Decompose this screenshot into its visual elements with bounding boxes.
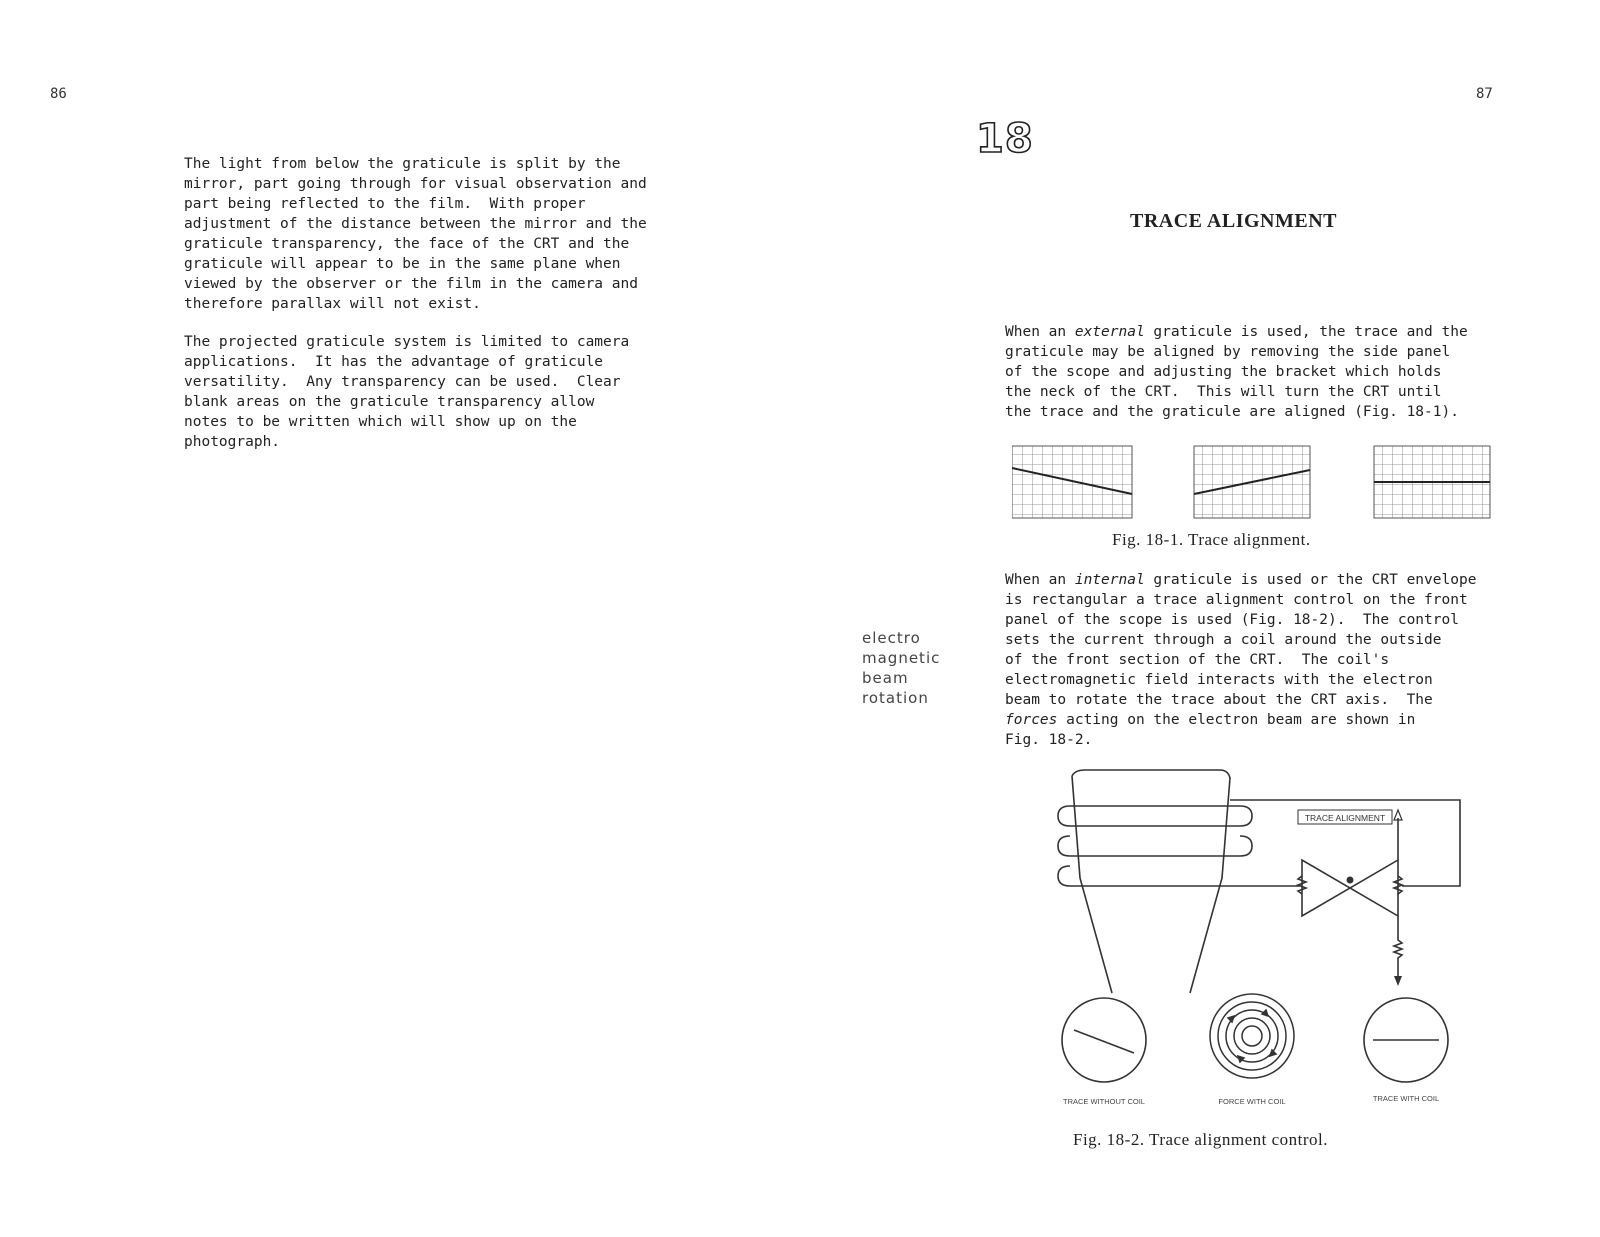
margin-note-line-3: beam — [862, 669, 909, 687]
face-trace-with-coil — [1364, 998, 1448, 1082]
para2-emphasis-2: forces — [1005, 712, 1058, 728]
figure-18-1-caption: Fig. 18-1. Trace alignment. — [1112, 530, 1311, 549]
left-paragraph-1: The light from below the graticule is split by the mirror, part going through for visual observation and part being reflected to the film. With proper adjustment of the distance between the mirror and the graticule transparency, the face of the CRT and the graticule will appear to be in the same plane when viewed by the observer or the film in the camera and therefore parallax will not exist. — [184, 156, 647, 312]
graticule-aligned — [1374, 446, 1490, 518]
para2-emphasis-1: internal — [1074, 572, 1145, 588]
trace-alignment-potentiometer — [1302, 860, 1398, 916]
label-trace-without-coil: TRACE WITHOUT COIL — [1063, 1097, 1145, 1106]
para1-text-b: graticule is used, the trace and the graticule may be aligned by removing the side panel of the scope and adjusting the bracket which holds the neck of the CRT. This will turn the CRT until the trace and the graticule are aligned (Fig. 18-1). — [1005, 324, 1468, 420]
crt-envelope — [1072, 770, 1230, 993]
para2-text-a: When an — [1005, 572, 1075, 588]
figure-18-1 — [1012, 444, 1492, 522]
face-trace-without-coil — [1062, 998, 1146, 1082]
chapter-title: TRACE ALIGNMENT — [1130, 210, 1337, 232]
figure-18-2 — [1040, 768, 1470, 1118]
chapter-number: 18 — [976, 116, 1034, 162]
para2-text-c: acting on the electron beam are shown in Fig. 18-2. — [1005, 712, 1416, 748]
para1-text-a: When an — [1005, 324, 1075, 340]
face-force-with-coil — [1210, 994, 1294, 1078]
right-paragraph-1 — [1005, 322, 1468, 422]
margin-note-line-4: rotation — [862, 689, 929, 707]
page-number-left: 86 — [50, 86, 67, 102]
page-number-right: 87 — [1476, 86, 1493, 102]
margin-note — [862, 628, 940, 708]
right-paragraph-2 — [1005, 570, 1476, 750]
graticule-tilted-up — [1194, 446, 1310, 518]
para1-emphasis: external — [1074, 324, 1145, 340]
panel-label: TRACE ALIGNMENT — [1304, 813, 1386, 823]
coil — [1058, 806, 1300, 886]
figure-18-2-caption: Fig. 18-2. Trace alignment control. — [1073, 1130, 1329, 1149]
margin-note-line-1: electro — [862, 629, 921, 647]
margin-note-line-2: magnetic — [862, 649, 941, 667]
label-trace-with-coil: TRACE WITH COIL — [1372, 1094, 1440, 1103]
graticule-tilted-down — [1012, 446, 1132, 518]
label-force-with-coil: FORCE WITH COIL — [1218, 1097, 1286, 1106]
left-paragraph-2: The projected graticule system is limited to camera applications. It has the advantage of graticule versatility. Any transparency can be used. Clear blank areas on the graticule transparency allow notes to be written which will show up on the photograph. — [184, 334, 630, 450]
para2-text-b: graticule is used or the CRT envelope is rectangular a trace alignment control on the front panel of the scope is used (Fig. 18-2). The control sets the current through a coil around the outside of the front section of the CRT. The coil's electromagnetic field interacts with the electron beam to rotate the trace about the CRT axis. The — [1005, 572, 1477, 708]
